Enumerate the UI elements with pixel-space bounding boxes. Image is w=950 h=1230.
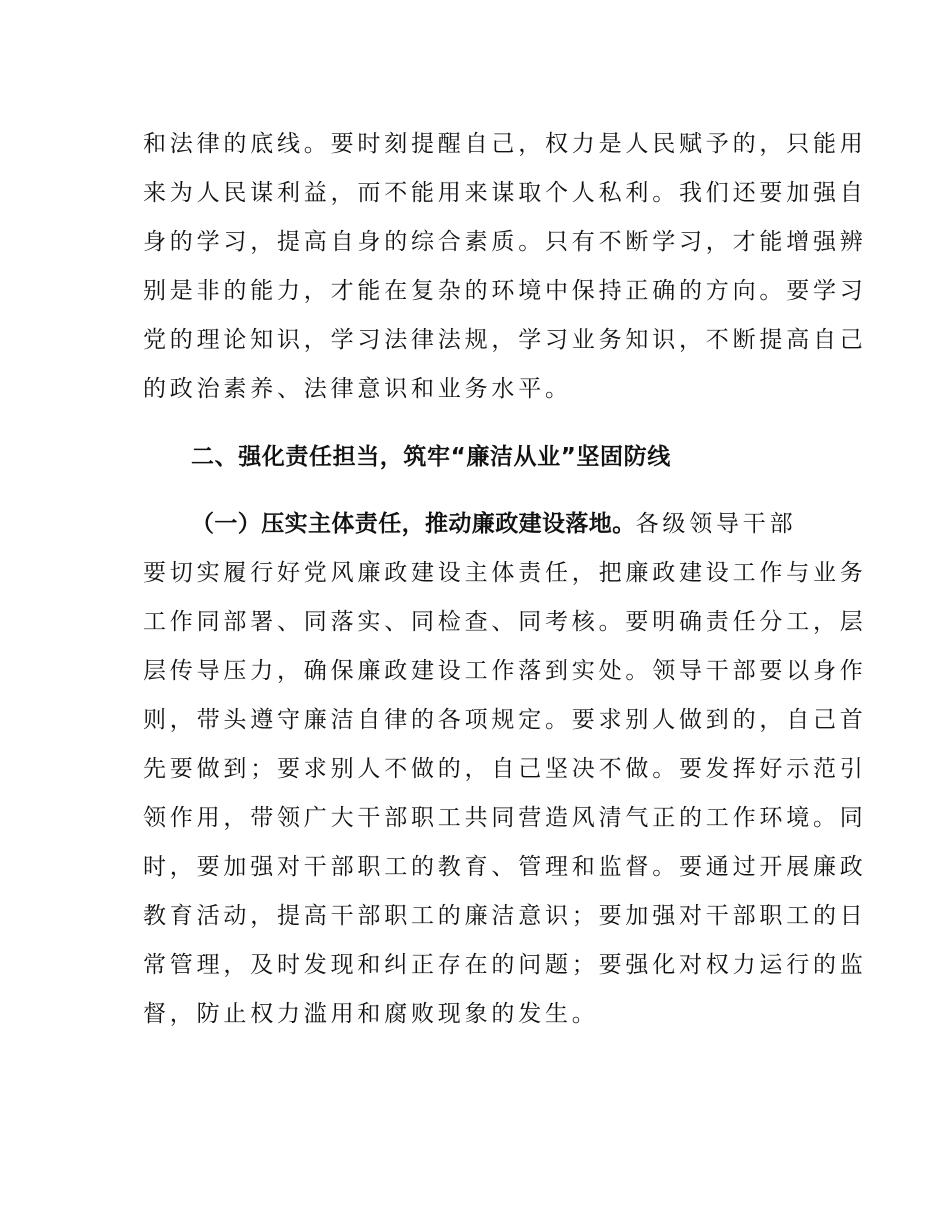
section-heading: 二、强化责任担当，筑牢“廉洁从业”坚固防线 <box>191 444 671 470</box>
paragraph-2-line-6: 先要做到；要求别人不做的，自己坚决不做。要发挥好示范引 <box>143 756 867 782</box>
paragraph-2-line-1 <box>191 510 796 538</box>
paragraph-2-line-2: 要切实履行好党风廉政建设主体责任，把廉政建设工作与业务 <box>143 560 867 586</box>
paragraph-1-line-4: 别是非的能力，才能在复杂的环境中保持正确的方向。要学习 <box>143 278 867 304</box>
paragraph-1-line-5: 党的理论知识，学习法律法规，学习业务知识，不断提高自己 <box>143 327 867 353</box>
paragraph-1-line-2: 来为人民谋利益，而不能用来谋取个人私利。我们还要加强自 <box>143 180 867 206</box>
paragraph-2-line-9: 教育活动，提高干部职工的廉洁意识；要加强对干部职工的日 <box>143 903 867 929</box>
paragraph-2-lead: （一）压实主体责任，推动廉政建设落地。 <box>191 511 636 537</box>
paragraph-2-line-8: 时，要加强对干部职工的教育、管理和监督。要通过开展廉政 <box>143 854 867 880</box>
paragraph-1-line-3: 身的学习，提高自身的综合素质。只有不断学习，才能增强辨 <box>143 229 867 255</box>
paragraph-2-line-3: 工作同部署、同落实、同检查、同考核。要明确责任分工，层 <box>143 609 867 635</box>
paragraph-2-line-7: 领作用，带领广大干部职工共同营造风清气正的工作环境。同 <box>143 805 867 831</box>
paragraph-1-line-6: 的政治素养、法律意识和业务水平。 <box>143 376 572 402</box>
paragraph-2-line-5: 则，带头遵守廉洁自律的各项规定。要求别人做到的，自己首 <box>143 707 867 733</box>
paragraph-1-line-1: 和法律的底线。要时刻提醒自己，权力是人民赋予的，只能用 <box>143 131 867 157</box>
paragraph-2-line-10: 常管理，及时发现和纠正存在的问题；要强化对权力运行的监 <box>143 952 867 978</box>
paragraph-2-line-11: 督，防止权力滥用和腐败现象的发生。 <box>143 1001 599 1027</box>
paragraph-2-line-4: 层传导压力，确保廉政建设工作落到实处。领导干部要以身作 <box>143 658 867 684</box>
paragraph-2-first-line-rest: 各级领导干部 <box>635 511 797 537</box>
